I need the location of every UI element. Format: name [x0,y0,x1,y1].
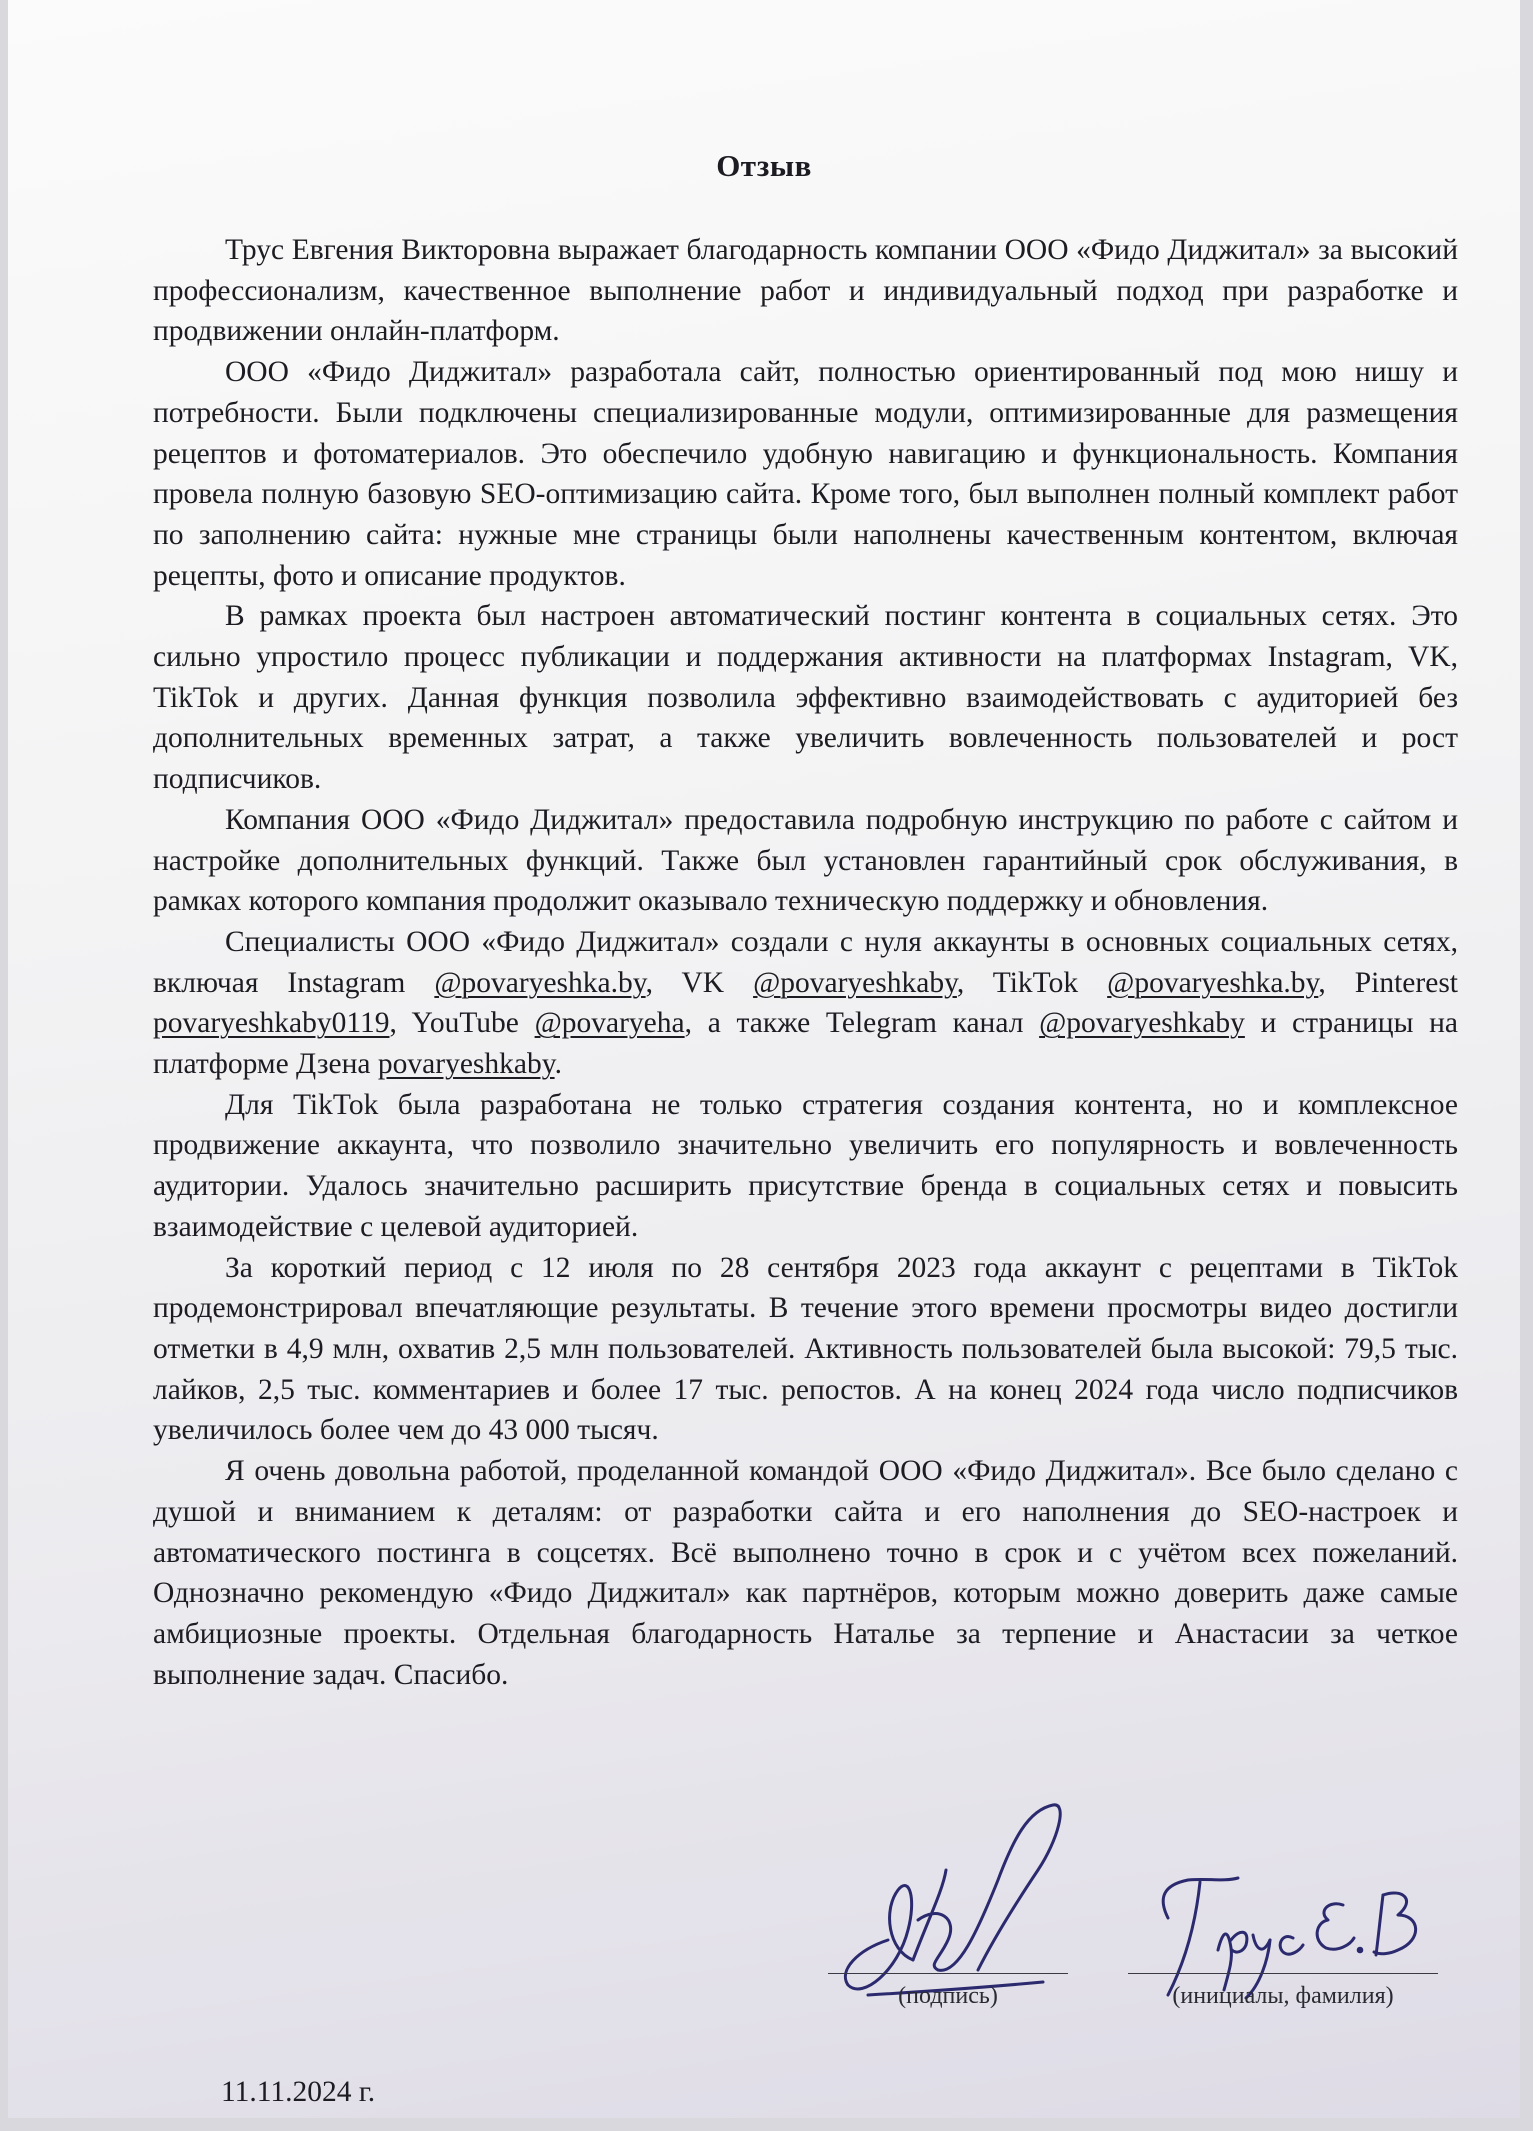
paragraph [153,1248,1458,1452]
paragraph [153,352,1458,596]
paragraph-text: Для TikTok была разработана не только стратегия создания контента, но и комплексное продвижение аккаунта, что позволило значительно увеличить его популярность и вовлеченность аудитории. Удалось значительно расширить присутствие бренда в социальных сетях и повысить взаимодействие с целевой аудиторией. [153,1088,1458,1243]
social-handle-link[interactable]: @povaryeha [534,1007,685,1040]
paragraph-text: За короткий период с 12 июля по 28 сентября 2023 года аккаунт с рецептами в TikTok продемонстрировал впечатляющие результаты. В течение этого времени просмотры видео достигли отметки в 4,9 млн, охватив 2,5 млн пользователей. Активность пользователей была высокой: 79,5 тыс. лайков, 2,5 тыс. комментариев и более 17 тыс. репостов. А на конец 2024 года число подписчиков увеличилось более чем до 43 000 тысяч. [153,1251,1458,1447]
signature-line [828,1973,1068,1974]
paragraph-text: , TikTok [956,966,1108,999]
social-handle-link[interactable]: @povaryeshka.by [1107,966,1319,999]
paragraph-text: Компания ООО «Фидо Диджитал» предоставила подробную инструкцию по работе с сайтом и настройке дополнительных функций. Также был установлен гарантийный срок обслуживания, в рамках которого компания продолжит оказывало техническую поддержку и обновления. [153,803,1458,918]
handwritten-name [1128,1800,1438,2010]
paragraph-text: , а также Telegram канал [684,1007,1040,1040]
paragraph-text: Трус Евгения Викторовна выражает благодарность компании ООО «Фидо Диджитал» за высокий профессионализм, качественное выполнение работ и индивидуальный подход при разработке и продвижении онлайн-платформ. [153,234,1458,348]
document-page [8,0,1520,2118]
handwritten-signature [828,1800,1068,2010]
paragraph-text: . [554,1048,562,1081]
document-body [153,230,1458,1695]
paragraph-text: Специалисты ООО «Фидо Диджитал» создали с нуля аккаунты в основных социальных сетях, включая Instagram [153,925,1458,999]
paragraph-text: и страницы на платформе Дзена [153,1007,1458,1081]
document-title: Отзыв [716,148,812,183]
paragraph [153,922,1458,1085]
social-handle-link[interactable]: povaryeshkaby0119 [153,1007,390,1040]
social-handle-link[interactable]: povaryeshkaby [377,1048,555,1081]
paragraph [153,800,1458,922]
paragraph-text: , VK [645,966,754,999]
signature-caption: (подпись) [898,1983,998,2009]
paragraph-text: ООО «Фидо Диджитал» разработала сайт, полностью ориентированный под мою нишу и потребности. Были подключены специализированные модули, оптимизированные для размещения рецептов и фотоматериалов. Это обеспечило удобную навигацию и функциональность. Компания провела полную базовую SEO-оптимизацию сайта. Кроме того, был выполнен полный комплект работ по заполнению сайта: нужные мне страницы были наполнены качественным контентом, включая рецепты, фото и описание продуктов. [153,356,1458,592]
name-caption: (инициалы, фамилия) [1172,1983,1394,2009]
paragraph-text: В рамках проекта был настроен автоматический постинг контента в социальных сетях. Это сильно упростило процесс публикации и поддержания активности на платформах Instagram, VK, TikTok и других. Данная функция позволила эффективно взаимодействовать с аудиторией без дополнительных временных затрат, а также увеличить вовлеченность пользователей и рост подписчиков. [153,600,1458,796]
social-handle-link[interactable]: @povaryeshka.by [434,966,646,999]
social-handle-link[interactable]: @povaryeshkaby [753,966,957,999]
paragraph-text: , Pinterest [1318,966,1458,999]
signature-block [828,1800,1068,2010]
name-line [1128,1973,1438,1974]
social-handle-link[interactable]: @povaryeshkaby [1039,1007,1245,1040]
paragraph [153,230,1458,352]
paragraph [153,1451,1458,1695]
paragraph [153,596,1458,800]
paragraph [153,1085,1458,1248]
document-date: 11.11.2024 г. [221,2076,376,2108]
name-block [1128,1800,1438,2010]
paragraph-text: , YouTube [389,1007,535,1040]
paragraph-text: Я очень довольна работой, проделанной командой ООО «Фидо Диджитал». Все было сделано с душой и вниманием к деталям: от разработки сайта и его наполнения до SEO-настроек и автоматического постинга в соцсетях. Всё выполнено точно в срок и с учётом всех пожеланий. Однозначно рекомендую «Фидо Диджитал» как партнёров, которым можно доверить даже самые амбициозные проекты. Отдельная благодарность Наталье за терпение и Анастасии за четкое выполнение задач. Спасибо. [153,1455,1458,1691]
